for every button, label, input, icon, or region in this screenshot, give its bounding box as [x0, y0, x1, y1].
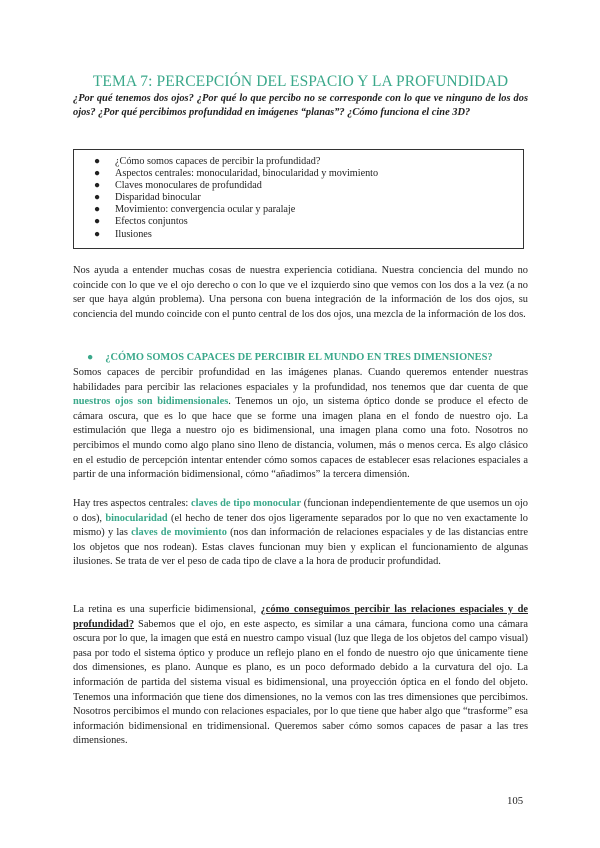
outline-item: ● Aspectos centrales: monocularidad, binocularidad y movimiento	[94, 168, 379, 180]
bullet-icon: ●	[94, 216, 101, 228]
section-heading: ● ¿CÓMO SOMOS CAPACES DE PERCIBIR EL MUNDO EN TRES DIMENSIONES?	[87, 352, 493, 363]
body-paragraph-1: Somos capaces de percibir profundidad en las imágenes planas. Cuando queremos entender nuestras habilidades para percibir las relaciones espaciales y la profundidad, nos tenemos que dar cuenta de que nuestros ojos son bidimensionales. Tenemos un ojo, un sistema óptico donde se produce el efecto de cámara oscura, que es lo que hace que se forme una imagen plana en el fondo de nuestro ojo. La estimulación que llega a nuestro ojo es bidimensional, una imagen plana como una foto. Nosotros no percibimos el mundo como algo plano sino lleno de distancia, volumen, más o menos cerca. Es algo clásico en el estudio de percepción intentar entender cómo somos capaces de establecer esas relaciones espaciales a partir de una información bidimensional, cómo “añadimos” la tercera dimensión.	[73, 367, 529, 481]
highlight-term: claves de tipo monocular	[190, 498, 302, 509]
outline-item: ● Ilusiones	[94, 228, 152, 240]
guiding-questions: ¿Por qué tenemos dos ojos? ¿Por qué lo que percibo no se corresponde con lo que ve ninguno de los dos ojos? ¿Por qué percibimos profundidad en imágenes “planas”? ¿Cómo funciona el cine 3D?	[73, 93, 528, 119]
bullet-icon: ●	[94, 192, 101, 204]
bullet-icon: ●	[94, 180, 101, 192]
outline-item: ● Movimiento: convergencia ocular y paralaje	[94, 204, 296, 216]
outline-item: ● Disparidad binocular	[94, 192, 201, 204]
page-title: TEMA 7: PERCEPCIÓN DEL ESPACIO Y LA PROFUNDIDAD	[92, 73, 509, 90]
bullet-icon: ●	[94, 204, 101, 216]
bullet-icon: ●	[94, 156, 101, 167]
outline-item: ● Efectos conjuntos	[94, 216, 188, 228]
highlight-term: nuestros ojos son bidimensionales	[73, 396, 229, 408]
outline-item: ● ¿Cómo somos capaces de percibir la profundidad?	[94, 156, 321, 167]
outline-item: ● Claves monoculares de profundidad	[94, 180, 262, 192]
body-paragraph-2: Hay tres aspectos centrales: claves de tipo monocular (funcionan independientemente de que usemos un ojo o dos), binocularidad (el hecho de tener dos ojos ligeramente separados por lo que no ven exactamente lo mismo) y las claves de movimiento (nos dan información de relaciones espaciales y de las distancias entre los objetos que nos rodean). Estas claves funcionan muy bien y explican el funcionamiento de algunas ilusiones. Se trata de ver el peso de cada tipo de clave a la hora de producir profundidad.	[73, 498, 529, 568]
highlight-term: claves de movimiento	[131, 527, 227, 539]
outline-list	[94, 156, 378, 241]
bullet-icon: ●	[94, 168, 101, 180]
page-number: 105	[507, 795, 524, 807]
bullet-icon: ●	[94, 228, 101, 240]
bullet-icon: ●	[87, 352, 94, 363]
body-paragraph-3: La retina es una superficie bidimensional, ¿cómo conseguimos percibir las relaciones espaciales y de profundidad? Sabemos que el ojo, en este aspecto, es similar a una cámara, funciona como una cámara oscura por lo que, la imagen que está en nuestro campo visual (luz que llega de los objetos del campo visual) pasa por todo el sistema óptico y produce un reflejo plano en el fondo de nuestro ojo que únicamente tiene dos dimensiones, es plano. Aunque es plano, es un poco deformado debido a la curvatura del ojo. La información de partida del sistema visual es bidimensional, una proyección óptica en el fondo del objeto. Tenemos una información que tiene dos dimensiones, no la vemos con las tres dimensiones que percibimos. Nosotros percibimos el mundo con relaciones espaciales, por lo que tiene que haber algo que “trasforme” esa información bidimensional en tridimensional. Queremos saber cómo somos capaces de pasar a las tres dimensiones.	[73, 604, 528, 747]
intro-paragraph: Nos ayuda a entender muchas cosas de nuestra experiencia cotidiana. Nuestra conciencia del mundo no coincide con lo que ve el ojo derecho o con lo que ve el izquierdo sino que vemos con los dos a la vez (a no ser que haya algún problema). Una persona con buena integración de la información de los dos ojos, su conciencia del mundo coincide con el punto central de los dos ojos, una mezcla de la información de los dos.	[73, 265, 528, 320]
outline-box	[73, 149, 524, 249]
highlight-term: binocularidad	[105, 512, 168, 524]
underlined-question: ¿cómo conseguimos percibir las relaciones espaciales y de profundidad?	[73, 604, 528, 630]
